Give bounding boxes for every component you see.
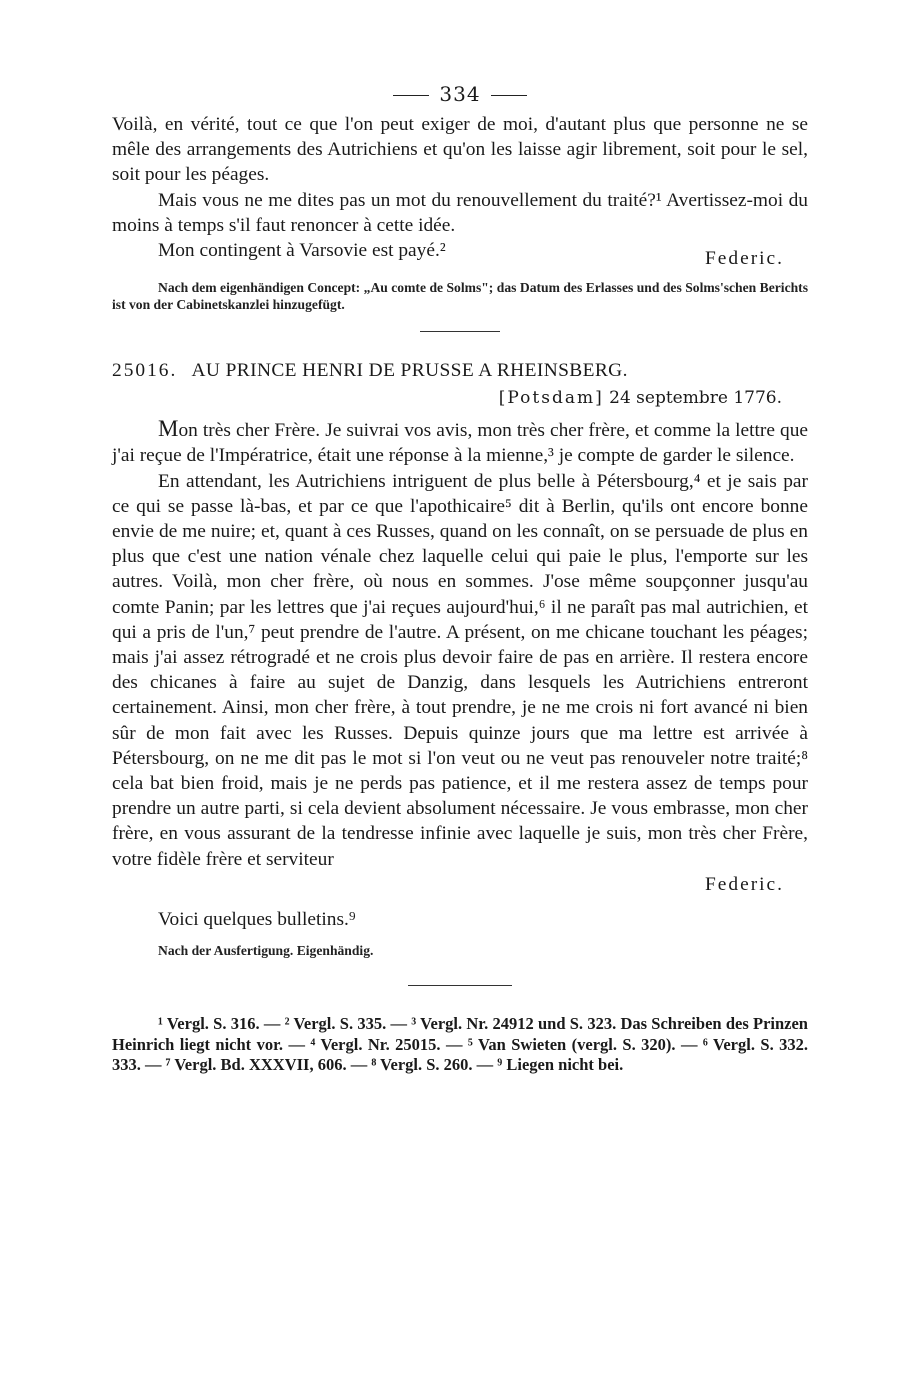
dateline-place: [Potsdam] <box>498 388 604 409</box>
source-note: Nach dem eigenhändigen Concept: „Au comte de Solms"; das Datum des Erlasses und des Solms'schen Berichts ist von der Cabinetskanzlei hinzugefügt. <box>112 280 808 313</box>
dash-left <box>393 95 429 96</box>
paragraph <box>112 238 808 270</box>
letter-body <box>112 416 808 932</box>
page-number-text: 334 <box>439 82 481 106</box>
salutation-initial: M <box>158 416 179 442</box>
postscript: Voici quelques bulletins.⁹ <box>158 909 356 931</box>
dash-right <box>491 95 527 96</box>
source-note: Nach der Ausfertigung. Eigenhändig. <box>158 943 374 959</box>
dateline-date: 24 septembre 1776. <box>609 388 782 409</box>
paragraph-text: Mon contingent à Varsovie est payé.² <box>158 240 446 262</box>
page-number <box>112 82 808 106</box>
paragraph <box>112 416 808 468</box>
divider <box>420 331 500 332</box>
paragraph: Voilà, en vérité, tout ce que l'on peut exiger de moi, d'autant plus que personne ne se mêle des arrangements des Autrichiens et qu'on les laisse agir librement, soit pour le sel, soit pour les péages. <box>112 114 808 186</box>
letter-number: 25016. <box>112 360 178 382</box>
divider <box>408 985 512 986</box>
paragraph: En attendant, les Autrichiens intriguent de plus belle à Pétersbourg,⁴ et je sais par ce qui se passe là-bas, et par ce que l'apothicaire⁵ dit à Berlin, qu'ils ont encore bonne envie de me nuire; et, quant à ces Russes, quand on les connaît, on se persuade de plus en plus que c'est une nation vénale chez laquelle celui qui paie le plus, l'emporte sur les autres. Voilà, mon cher frère, où nous en sommes. J'ose même soupçonner jusqu'au comte Panin; par les lettres que j'ai reçues aujourd'hui,⁶ il ne paraît pas mal autrichien, et qui a pris de l'un,⁷ peut prendre de l'autre. A présent, on me chicane touchant les péages; mais j'ai assez rétrogradé et ne crois plus devoir faire de pas en arrière. Il restera encore des chicanes à faire au sujet de Danzig, dans lesquels les Autrichiens entreront certainement. Ainsi, mon cher frère, à tout prendre, je ne me crois ni fort avancé ni bien sûr de mon fait avec les Russes. Depuis quinze jours que ma lettre est arrivée à Pétersbourg, on ne me dit pas le mot si l'on veut ou ne veut pas renouveler notre traité;⁸ cela bat bien froid, mais je ne perds pas patience, et il me restera assez de temps pour prendre un autre parti, si cela devient absolument nécessaire. Je vous embrasse, mon cher frère, en vous assurant de la tendresse infinie avec laquelle je suis, mon très cher Frère, votre fidèle frère et serviteur <box>112 470 808 870</box>
letter-heading <box>112 360 808 382</box>
paragraph: Mais vous ne me dites pas un mot du renouvellement du traité?¹ Avertissez-moi du moins à temps s'il faut renoncer à cette idée. <box>112 189 808 236</box>
signature: Federic. <box>705 248 784 270</box>
letter-title: AU PRINCE HENRI DE PRUSSE A RHEINSBERG. <box>191 360 628 382</box>
paragraph-text: on très cher Frère. Je suivrai vos avis, mon très cher frère, et comme la lettre que j'ai reçue de l'Impératrice, était une réponse à la mienne,³ je compte de garder le silence. <box>112 420 808 467</box>
dateline <box>112 388 808 408</box>
footnotes <box>112 1014 808 1076</box>
signature: Federic. <box>705 873 784 895</box>
page <box>112 82 808 1076</box>
first-letter-end <box>112 112 808 270</box>
footnotes-text: ¹ Vergl. S. 316. — ² Vergl. S. 335. — ³ Vergl. Nr. 24912 und S. 323. Das Schreiben des Prinzen Heinrich liegt nicht vor. — ⁴ Vergl. Nr. 25015. — ⁵ Van Swieten (vergl. S. 320). — ⁶ Vergl. S. 332. 333. — ⁷ Vergl. Bd. XXXVII, 606. — ⁸ Vergl. S. 260. — ⁹ Liegen nicht bei. <box>112 1014 808 1075</box>
